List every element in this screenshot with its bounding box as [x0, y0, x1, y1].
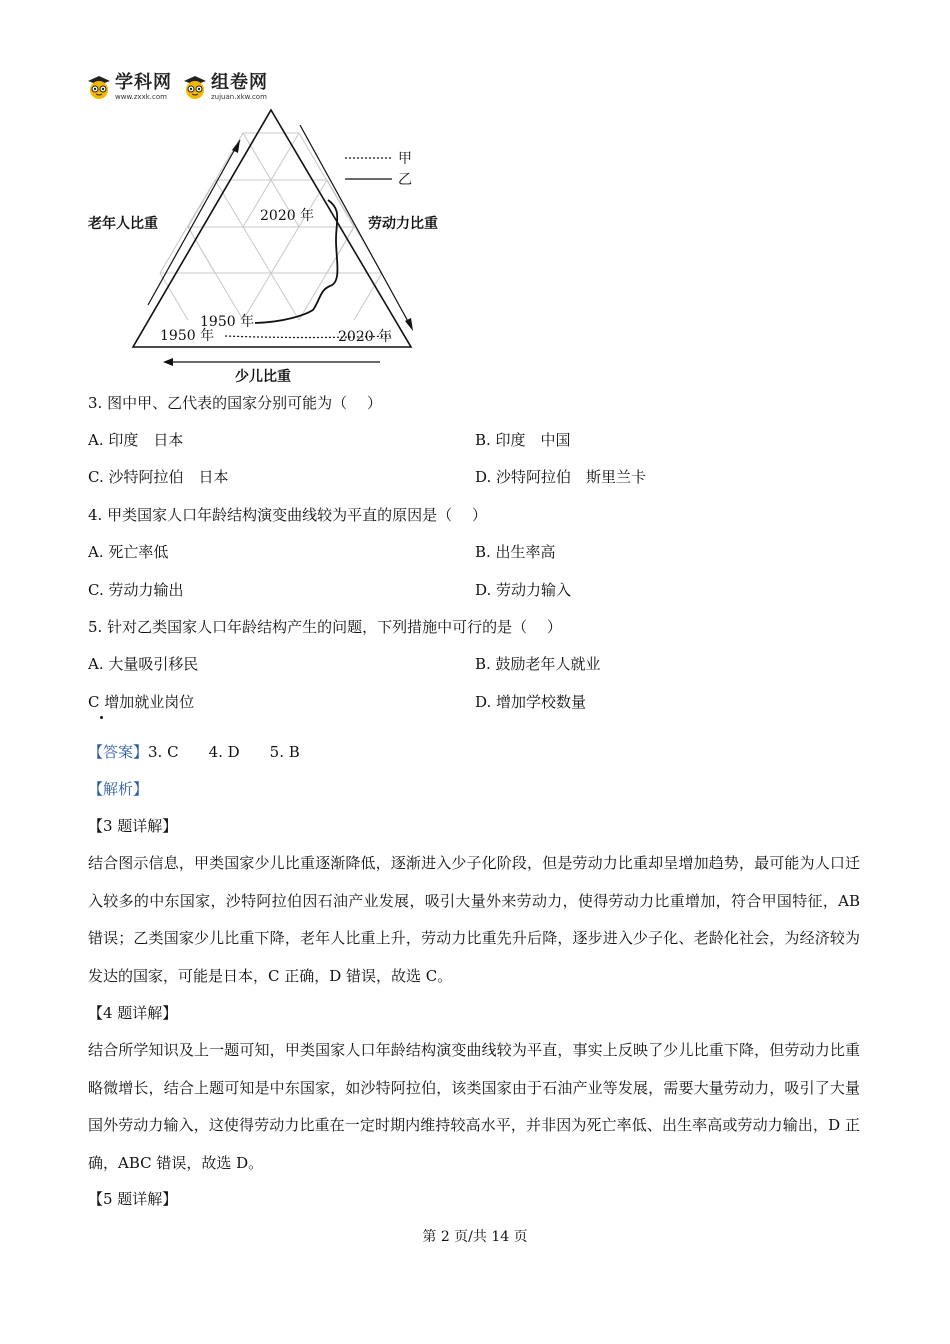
logo-row	[86, 70, 268, 104]
question-3-option-d: D. 沙特阿拉伯 斯里兰卡	[475, 468, 647, 486]
xueke-logo-url: www.zxxk.com	[115, 92, 167, 101]
detail-5-title: 【5 题详解】	[88, 1190, 178, 1208]
detail-4-title: 【4 题详解】	[88, 1004, 178, 1022]
answer-line	[88, 742, 300, 762]
ternary-figure	[80, 100, 480, 400]
question-5-option-d: D. 增加学校数量	[475, 693, 587, 711]
detail-3-title: 【3 题详解】	[88, 817, 178, 835]
triangle-grid	[160, 133, 382, 320]
answer-label: 【答案】	[88, 743, 149, 761]
zujuan-logo	[182, 71, 268, 101]
stray-dot	[100, 716, 103, 719]
yi-1950-label: 1950 年	[200, 314, 255, 330]
question-4-option-c: C. 劳动力输出	[88, 581, 184, 599]
left-axis-arrow	[148, 140, 240, 305]
answer-values: 3. C 4. D 5. B	[148, 743, 300, 761]
question-4-stem: 4. 甲类国家人口年龄结构演变曲线较为平直的原因是（ ）	[88, 506, 487, 524]
zujuan-logo-name: 组卷网	[211, 71, 268, 93]
xueke-logo-name: 学科网	[115, 71, 172, 93]
legend-jia-label: 甲	[398, 151, 412, 167]
owl-face-icon	[86, 74, 112, 100]
question-3-option-a: A. 印度 日本	[88, 431, 184, 449]
page-footer: 第 2 页/共 14 页	[422, 1229, 528, 1245]
bottom-axis-label: 少儿比重	[235, 369, 291, 385]
xueke-logo	[86, 71, 172, 101]
zujuan-logo-url: zujuan.xkw.com	[211, 92, 267, 101]
question-4-option-a: A. 死亡率低	[88, 543, 169, 561]
question-3-stem: 3. 图中甲、乙代表的国家分别可能为（ ）	[88, 394, 382, 412]
yi-2020-label: 2020 年	[260, 208, 315, 224]
question-3-option-b: B. 印度 中国	[475, 431, 571, 449]
analysis-label: 【解析】	[88, 780, 149, 798]
question-4-option-b: B. 出生率高	[475, 543, 556, 561]
question-5-stem: 5. 针对乙类国家人口年龄结构产生的问题，下列措施中可行的是（ ）	[88, 618, 562, 636]
question-3-option-c: C. 沙特阿拉伯 日本	[88, 468, 229, 486]
detail-3-text: 结合图示信息，甲类国家少儿比重逐渐降低，逐渐进入少子化阶段，但是劳动力比重却呈增加趋势，最可能为人口迁入较多的中东国家，沙特阿拉伯因石油产业发展，吸引大量外来劳动力，使得劳动力比重增加，符合甲国特征，AB 错误；乙类国家少儿比重下降，老年人比重上升，劳动力比重先升后降，逐步进入少子化、老龄化社会，为经济较为发达的国家，可能是日本，C 正确，D 错误，故选 C。	[88, 854, 860, 985]
jia-1950-label: 1950 年	[160, 328, 215, 344]
right-axis-label: 劳动力比重	[368, 216, 438, 232]
left-axis-label: 老年人比重	[88, 216, 158, 232]
ternary-diagram	[80, 100, 480, 400]
jia-2020-label: 2020 年	[338, 329, 393, 345]
question-5-option-c: C 增加就业岗位	[88, 693, 195, 711]
question-5-option-a: A. 大量吸引移民	[88, 655, 199, 673]
detail-4-text: 结合所学知识及上一题可知，甲类国家人口年龄结构演变曲线较为平直，事实上反映了少儿比重下降，但劳动力比重略微增长，结合上题可知是中东国家，如沙特阿拉伯，该类国家由于石油产业等发展，需要大量劳动力，吸引了大量国外劳动力输入，这使得劳动力比重在一定时期内维持较高水平，并非因为死亡率低、出生率高或劳动力输出，D 正确，ABC 错误，故选 D。	[88, 1041, 860, 1172]
owl-face-icon	[182, 74, 208, 100]
legend-yi-label: 乙	[398, 172, 412, 188]
question-4-option-d: D. 劳动力输入	[475, 581, 572, 599]
question-5-option-b: B. 鼓励老年人就业	[475, 655, 601, 673]
